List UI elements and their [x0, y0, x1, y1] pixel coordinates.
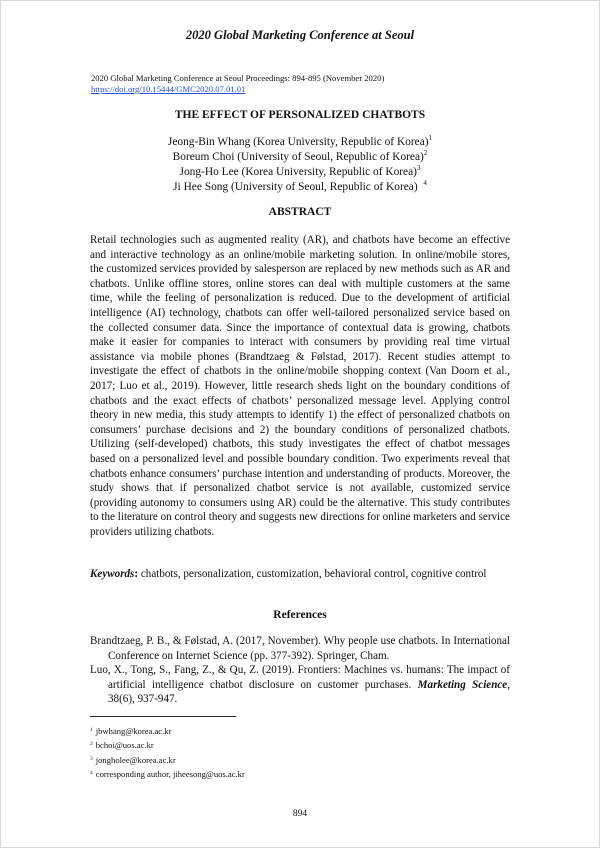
- references-heading: References: [273, 609, 327, 621]
- footnotes: [90, 724, 510, 782]
- proceedings-citation: 2020 Global Marketing Conference at Seoul Proceedings: 894-895 (November 2020): [91, 73, 385, 83]
- author-line: Ji Hee Song (University of Seoul, Republic of Korea) $^4$: [173, 179, 427, 193]
- keywords-label: Keywords: [90, 568, 135, 580]
- footnote-mark: 4: [423, 179, 427, 187]
- proceedings-info: [91, 73, 384, 95]
- paper-title: THE EFFECT OF PERSONALIZED CHATBOTS: [174, 109, 426, 121]
- footnote: $^4$ corresponding author, jiheesong@uos.ac.kr: [90, 769, 245, 780]
- reference-list: [90, 634, 510, 707]
- reference-item: Luo, X., Tong, S., Fang, Z., & Qu, Z. (2019). Frontiers: Machines vs. humans: The impact of artificial intelligence chatbot disclosure on customer purchases. Marketing Science, 38(6), 937-947.: [90, 664, 510, 706]
- running-header: 2020 Global Marketing Conference at Seoul: [185, 28, 415, 42]
- author-line: Jeong-Bin Whang (Korea University, Republic of Korea)$^1$: [167, 134, 433, 148]
- footnote: $^2$ bchoi@uos.ac.kr: [90, 740, 154, 751]
- journal-name: Marketing Science: [417, 678, 508, 691]
- footnote-divider: [90, 716, 236, 717]
- author-line: Boreum Choi (University of Seoul, Republic of Korea)$^2$: [172, 149, 428, 163]
- abstract-heading: ABSTRACT: [268, 206, 332, 218]
- doi-link[interactable]: https://doi.org/10.15444/GMC2020.07.01.01: [91, 84, 246, 94]
- footnote-mark: 1: [428, 134, 433, 142]
- keywords-text: chatbots, personalization, customization, behavioral control, cognitive control: [138, 568, 487, 580]
- reference-item: Brandtzaeg, P. B., & Følstad, A. (2017, November). Why people use chatbots. In International Conference on Internet Science (pp. 377-392). Springer, Cham.: [90, 635, 510, 662]
- footnote-mark: 3: [416, 164, 421, 172]
- author-list: [0, 135, 600, 195]
- footnote: $^1$ jbwhang@korea.ac.kr: [90, 726, 172, 736]
- footnote: $^3$ jongholee@korea.ac.kr: [90, 754, 176, 765]
- keywords-line: Keywords: chatbots, personalization, customization, behavioral control, cognitive control: [90, 568, 487, 580]
- page-number: 894: [292, 809, 308, 819]
- footnote-mark: 2: [423, 149, 428, 157]
- abstract-body: Retail technologies such as augmented reality (AR), and chatbots have become an effective and interactive technology as an online/mobile marketing solution. In online/mobile stores, the customized services provided by salesperson are replaced by new methods such as AR and chatbots. Unlike offline stores, online stores can deal with multiple customers at the same time, while the feeling of personalization is reduced. Due to the development of artificial intelligence (AI) technology, chatbots can offer well-tailored personalized service based on the collected consumer data. Since the importance of contextual data is growing, chatbots make it easier for companies to interact with consumers by providing real time virtual assistance via mobile phones (Brandtzaeg & Følstad, 2017). Recent studies attempt to investigate the effect of chatbots in the online/mobile shopping context (Van Doorn et al., 2017; Luo et al., 2019). However, little research sheds light on the boundary conditions of chatbots and the exact effects of chatbots’ personalized message level. Applying control theory in new media, this study attempts to identify 1) the effect of personalized chatbots on consumers’ purchase decisions and 2) the boundary conditions of personalized chatbots. Utilizing (self-developed) chatbots, this study investigates the effect of chatbot messages based on a personalized level and possible boundary condition. Two experiments reveal that chatbots enhance consumers’ purchase intention and understanding of products. Moreover, the study shows that if personalized chatbot service is not available, customized service (providing autonomy to consumers using AR) could be the alternative. This study contributes to the literature on control theory and suggests new directions for online marketers and service providers utilizing chatbots.: [90, 234, 510, 538]
- author-line: Jong-Ho Lee (Korea University, Republic of Korea)$^3$: [179, 164, 421, 178]
